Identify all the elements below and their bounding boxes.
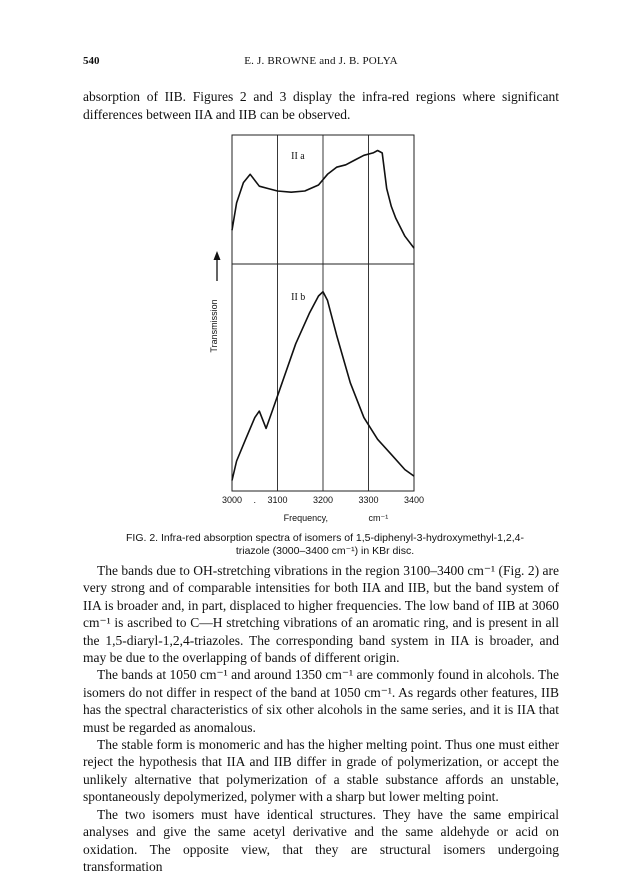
y-axis-arrowhead xyxy=(214,251,221,260)
x-tick-label: 3100 xyxy=(267,495,288,505)
x-tick-label: 3400 xyxy=(403,495,425,505)
page-number: 540 xyxy=(83,55,100,67)
running-authors: E. J. BROWNE and J. B. POLYA xyxy=(244,55,398,67)
body-text xyxy=(83,562,559,875)
ir-spectrum-chart xyxy=(206,131,436,523)
figure-caption xyxy=(115,532,535,558)
y-axis-label: Transmission xyxy=(209,299,219,353)
running-header xyxy=(83,55,559,71)
paragraph: The two isomers must have identical structures. They have the same empirical analyses and give the same acetyl derivative and the same aldehyde or acid on oxidation. The opposite view, that they are structural isomers undergoing transformation xyxy=(83,806,559,874)
x-tick-label: 3300 xyxy=(358,495,379,505)
intro-paragraph: absorption of IIB. Figures 2 and 3 display the infra-red regions where significant differences between IIA and IIB can be observed. xyxy=(83,89,559,122)
x-tick-label: 3200 xyxy=(312,495,334,505)
paragraph: The stable form is monomeric and has the higher melting point. Thus one must either reject the hypothesis that IIA and IIB differ in grade of polymerization, or accept the unlikely alternative that polymerization of a stable substance affords an unstable, spontaneously depolymerized, polymer with a sharp but lower melting point. xyxy=(83,737,559,805)
paragraph: The bands at 1050 cm⁻¹ and around 1350 cm⁻¹ are commonly found in alcohols. The isomers do not differ in respect of the band at 1050 cm⁻¹. As regards other features, IIB has the spectral characteristics of six other alcohols in the same series, and it is IIA that must be regarded as anomalous. xyxy=(83,667,559,735)
x-axis-label: Frequency, xyxy=(283,513,328,523)
panel-label-iia: II a xyxy=(291,151,305,162)
x-axis-unit: cm⁻¹ xyxy=(368,513,389,523)
x-tick-label: . xyxy=(253,495,257,505)
paragraph: The bands due to OH-stretching vibrations in the region 3100–3400 cm⁻¹ (Fig. 2) are very strong and of comparable intensities for both IIA and IIB, but the band system of IIA is broader and, in part, displaced to higher frequencies. The low band of IIB at 3060 cm⁻¹ is ascribed to C—H stretching vibrations of an aromatic ring, and is present in all the 1,5-diaryl-1,2,4-triazoles. The corresponding band system in IIA is broader, and may be due to the overlapping of bands of different origin. xyxy=(83,563,559,666)
caption-label: FIG. 2. xyxy=(125,532,159,544)
caption-text: Infra-red absorption spectra of isomers of 1,5-diphenyl-3-hydroxymethyl-1,2,4-triazole (3000–3400 cm⁻¹) in KBr disc. xyxy=(161,532,524,557)
x-tick-label: 3000 xyxy=(221,495,243,505)
figure-2 xyxy=(206,131,436,523)
panel-label-iib: II b xyxy=(291,292,306,303)
